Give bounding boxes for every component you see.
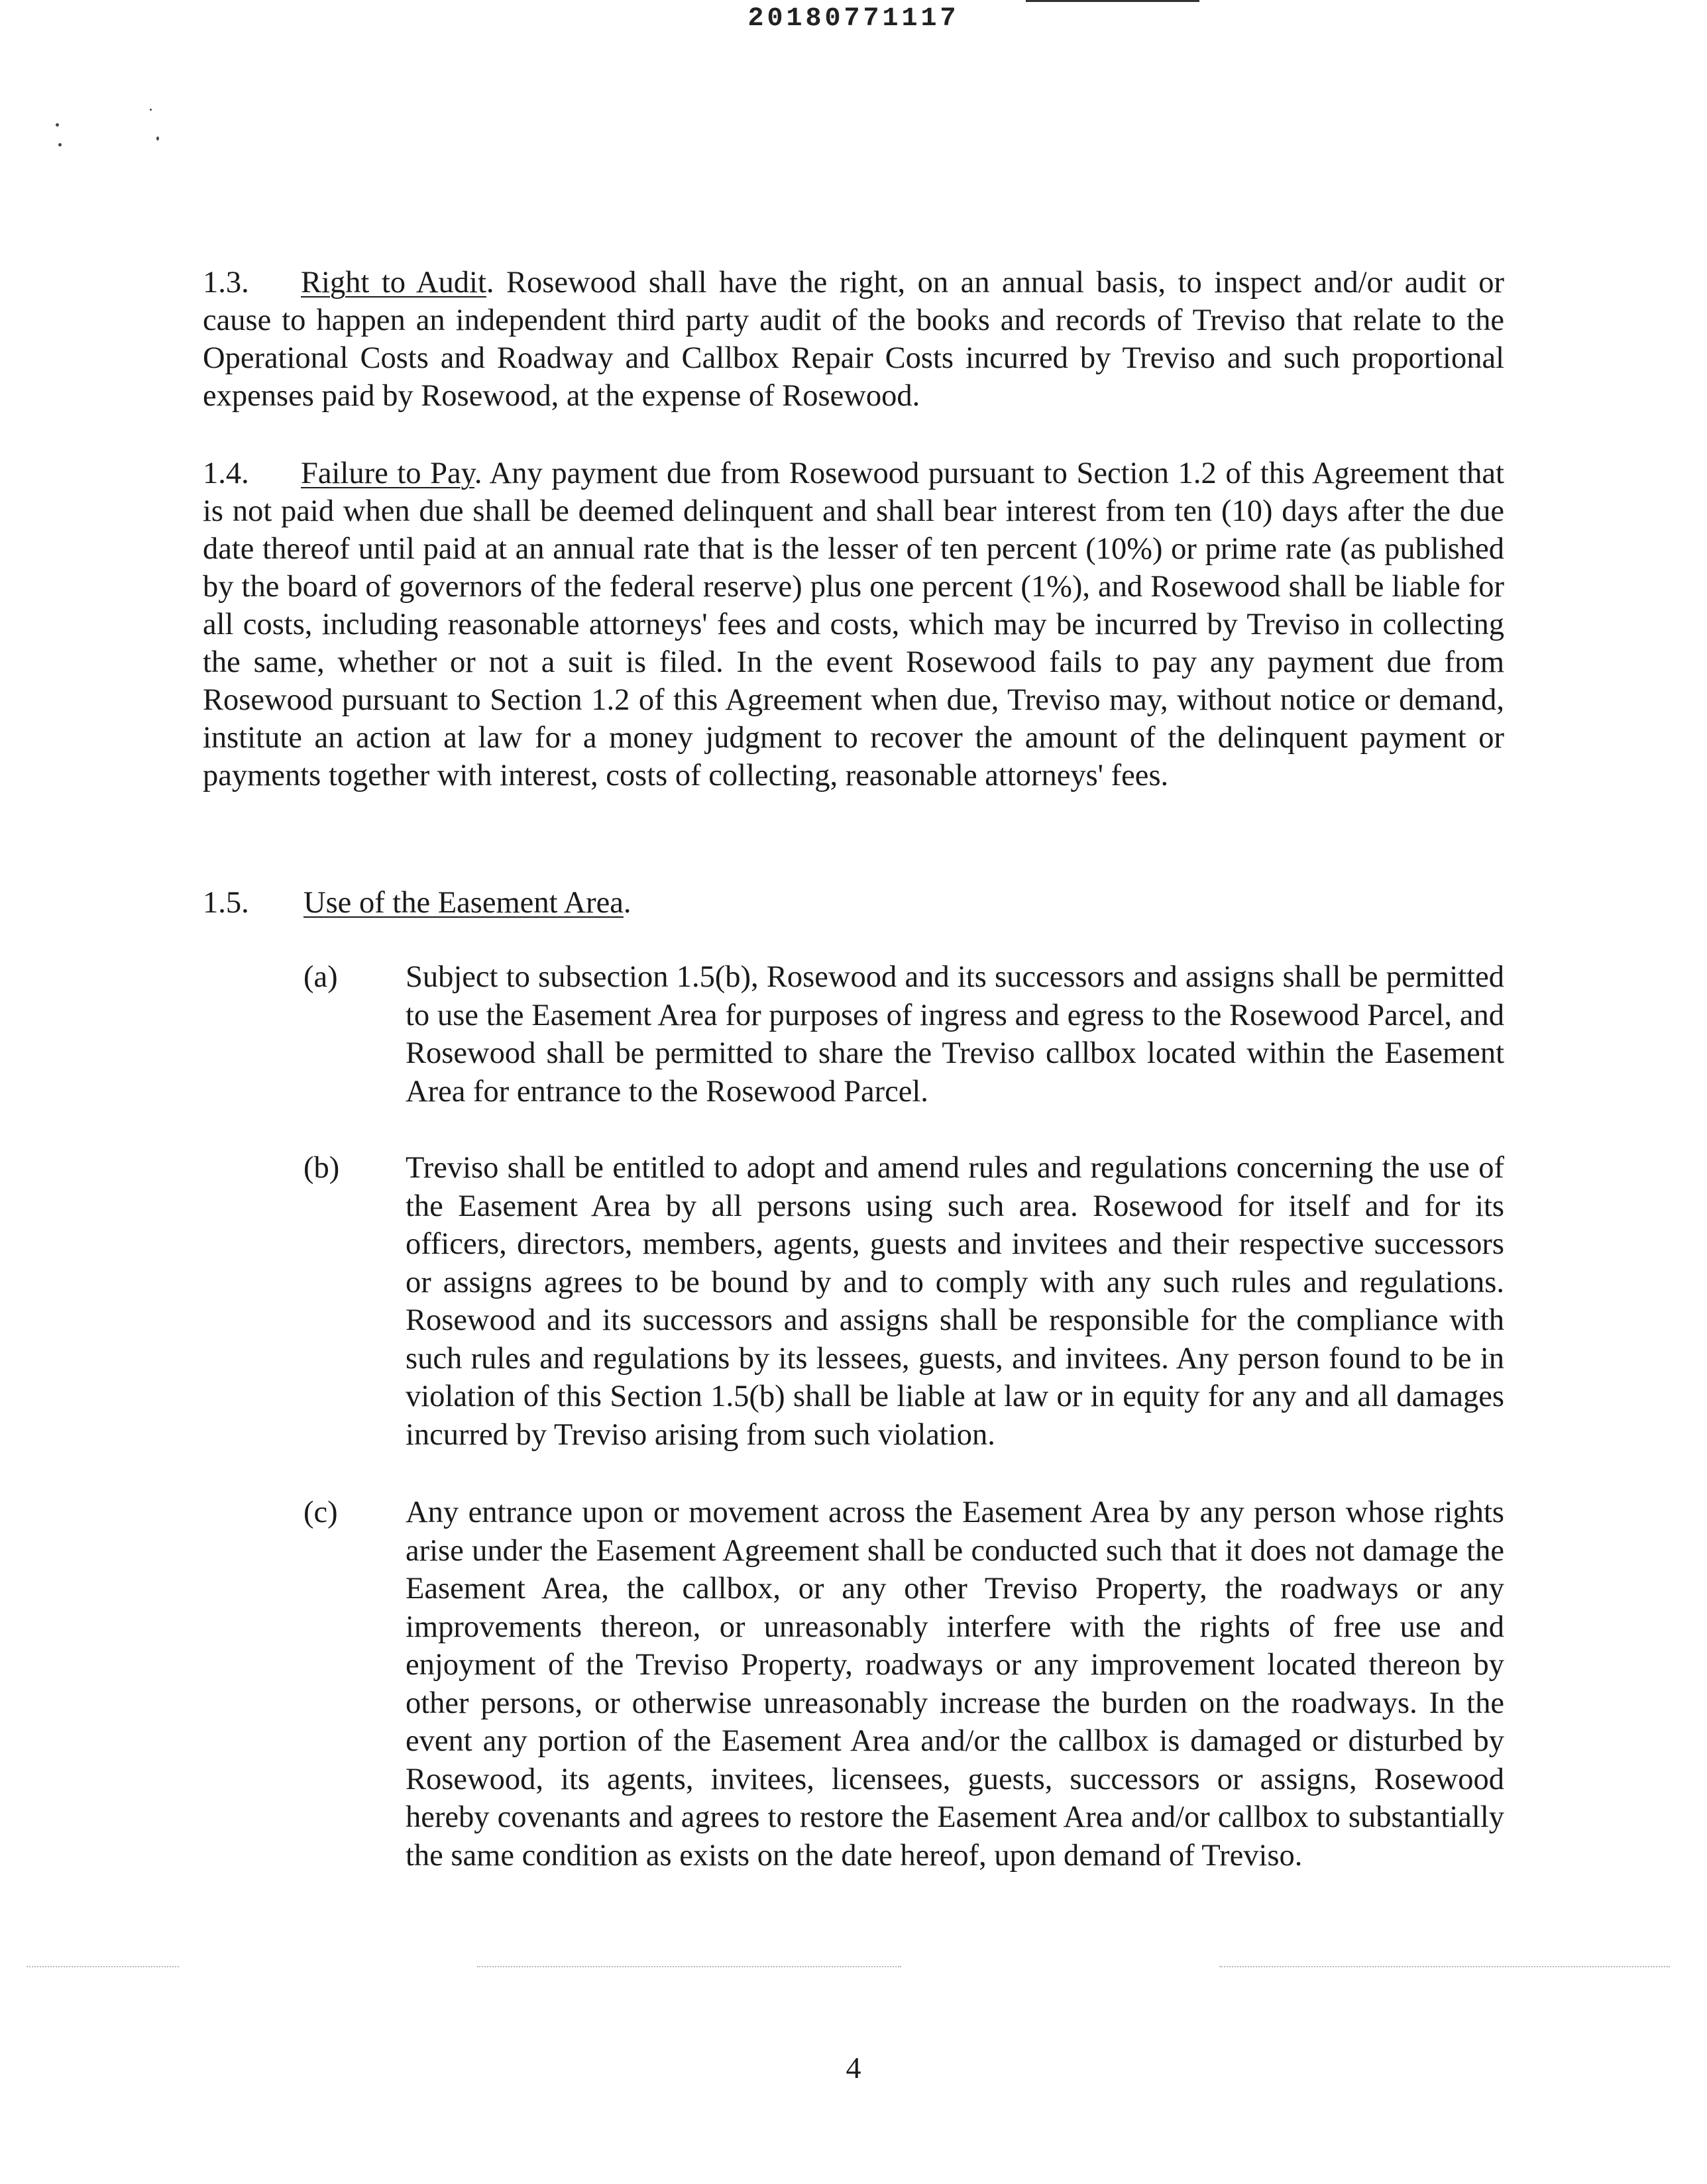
subsection-text: Any entrance upon or movement across the Easement Area by any person whose rights arise under the Easement Agreement shall be conducted such that it does not damage the Easement Area, the callbox, or any other Treviso Property, the roadways or any improvements thereon, or unreasonably interfere with the rights of free use and enjoyment of the Treviso Property, roadways or any improvement located thereon by other persons, or otherwise unreasonably increase the burden on the roadways. In the event any portion of the Easement Area and/or the callbox is damaged or disturbed by Rosewood, its agents, invitees, licensees, guests, successors or assigns, Rosewood hereby covenants and agrees to restore the Easement Area and/or callbox to substantially the same condition as exists on the date hereof, upon demand of Treviso.: [406, 1496, 1504, 1873]
header-rule: [1026, 0, 1199, 2]
subsection-a: [303, 958, 1504, 1111]
scan-artifact-line: [27, 1966, 179, 1967]
subsection-c: [303, 1494, 1504, 1875]
section-title: Failure to Pay: [301, 457, 474, 490]
subsection-text: Treviso shall be entitled to adopt and amend rules and regulations concerning the use of the Easement Area by all persons using such area. Rosewood for itself and for its officers, directors, members, agents, guests and invitees and their respective successors or assigns agrees to be bound by and to comply with any such rules and regulations. Rosewood and its successors and assigns shall be responsible for the compliance with such rules and regulations by its lessees, guests, and invitees. Any person found to be in violation of this Section 1.5(b) shall be liable at law or in equity for any and all damages incurred by Treviso arising from such violation.: [406, 1151, 1504, 1452]
scan-speck: [56, 123, 59, 127]
section-title: Right to Audit: [301, 266, 486, 300]
subsection-label: (c): [303, 1496, 338, 1529]
section-number: 1.5.: [203, 886, 249, 920]
section-number: 1.3.: [203, 266, 249, 300]
scan-speck: [58, 143, 62, 146]
document-number: 20180771117: [747, 4, 960, 34]
section-body: . Rosewood shall have the right, on an annual basis, to inspect and/or audit or cause to happen an independent third party audit of the books and records of Treviso that relate to the Operational Costs and Roadway and Callbox Repair Costs incurred by Treviso and such proportional expenses paid by Rosewood, at the expense of Rosewood.: [203, 266, 1504, 413]
section-1-4: [203, 455, 1504, 794]
scan-speck: [156, 136, 159, 140]
page-number: 4: [846, 2051, 861, 2085]
section-number: 1.4.: [203, 457, 249, 490]
section-title: Use of the Easement Area: [303, 886, 624, 920]
scan-artifact-line: [1219, 1966, 1670, 1967]
section-title-suffix: .: [623, 886, 632, 920]
section-body: . Any payment due from Rosewood pursuant to Section 1.2 of this Agreement that is not paid when due shall be deemed delinquent and shall bear interest from ten (10) days after the due date thereof until paid at an annual rate that is the lesser of ten percent (10%) or prime rate (as published by the board of governors of the federal reserve) plus one percent (1%), and Rosewood shall be liable for all costs, including reasonable attorneys' fees and costs, which may be incurred by Treviso in collecting the same, whether or not a suit is filed. In the event Rosewood fails to pay any payment due from Rosewood pursuant to Section 1.2 of this Agreement when due, Treviso may, without notice or demand, institute an action at law for a money judgment to recover the amount of the delinquent payment or payments together with interest, costs of collecting, reasonable attorneys' fees.: [203, 457, 1504, 792]
scan-speck: [150, 109, 152, 111]
subsection-text: Subject to subsection 1.5(b), Rosewood and its successors and assigns shall be permitted to use the Easement Area for purposes of ingress and egress to the Rosewood Parcel, and Rosewood shall be permitted to share the Treviso callbox located within the Easement Area for entrance to the Rosewood Parcel.: [406, 960, 1504, 1109]
subsection-label: (a): [303, 960, 338, 994]
section-1-5-heading: [203, 884, 632, 922]
subsection-b: [303, 1149, 1504, 1454]
subsection-label: (b): [303, 1151, 340, 1185]
section-1-3: [203, 264, 1504, 415]
scan-artifact-line: [477, 1966, 901, 1967]
